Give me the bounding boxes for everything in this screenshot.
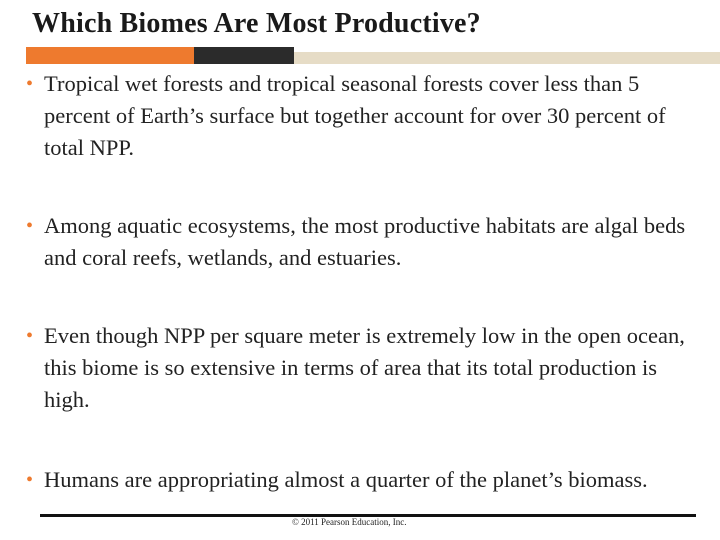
- bullet-text: Tropical wet forests and tropical seasonal forests cover less than 5 percent of Earth’s surface but together account for over 30 percent of total NPP.: [44, 71, 666, 160]
- title-underline-dark: [194, 47, 294, 64]
- bullet-item: [24, 68, 704, 164]
- slide-title: Which Biomes Are Most Productive?: [32, 8, 481, 39]
- bullet-text: Even though NPP per square meter is extremely low in the open ocean, this biome is so extensive in terms of area that its total production is high.: [44, 323, 685, 412]
- bullet-marker: •: [26, 215, 34, 237]
- bullet-marker: •: [26, 73, 34, 95]
- bullet-marker: •: [26, 469, 34, 491]
- bullet-item: [24, 464, 704, 496]
- bullet-marker: •: [26, 325, 34, 347]
- bullet-text: Among aquatic ecosystems, the most productive habitats are algal beds and coral reefs, wetlands, and estuaries.: [44, 213, 686, 270]
- title-underline-orange: [26, 47, 194, 64]
- bullet-item: [24, 210, 704, 274]
- bullet-item: [24, 320, 704, 416]
- bullet-text: Humans are appropriating almost a quarter of the planet’s biomass.: [44, 467, 648, 492]
- title-underline-beige: [294, 52, 720, 64]
- copyright-notice: © 2011 Pearson Education, Inc.: [292, 517, 407, 527]
